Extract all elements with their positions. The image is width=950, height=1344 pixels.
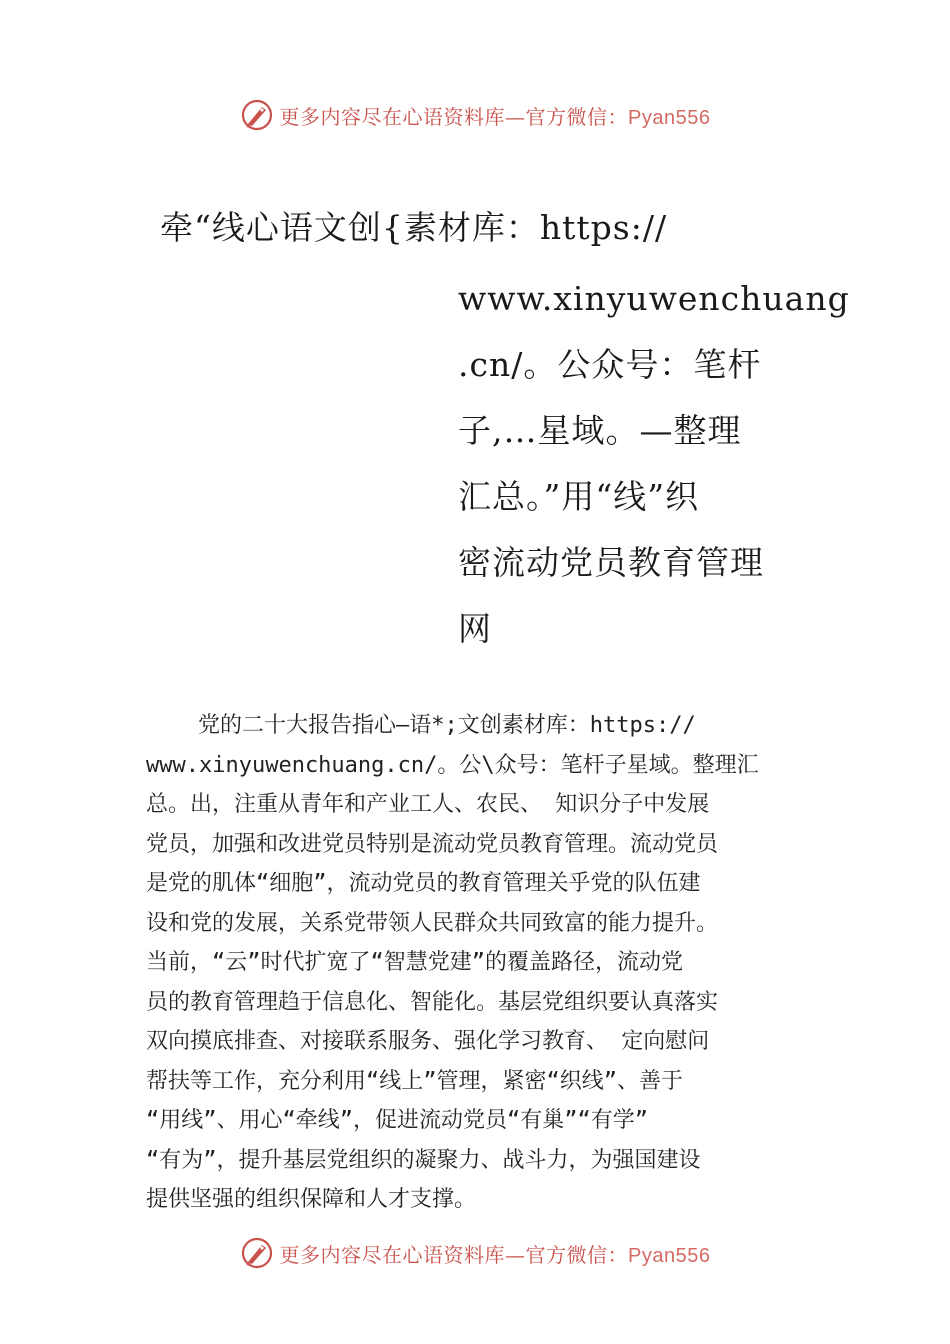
title-line: 网 — [458, 609, 492, 648]
footer-watermark — [0, 1233, 950, 1273]
title-line: .cn/。公众号：笔杆 — [458, 345, 762, 384]
header-watermark — [0, 95, 950, 135]
body-line: 员的教育管理趋于信息化、智能化。基层党组织要认真落实 — [146, 989, 719, 1015]
pen-nib-logo-icon — [240, 98, 274, 132]
title-line: www.xinyuwenchuang — [458, 279, 850, 318]
document-title-line-1: 牵“线心语文创{素材库：https:// — [160, 208, 668, 247]
watermark-site-text: 更多内容尽在心语资料库 — [279, 1242, 506, 1267]
body-line: 提供坚强的组织保障和人才支撑。 — [146, 1187, 477, 1212]
title-line: 密流动党员教育管理 — [458, 543, 764, 582]
watermark-wechat-label: 官方微信： — [525, 1242, 629, 1267]
body-line: 总。出，注重从青年和产业工人、农民、 知识分子中发展 — [146, 792, 710, 817]
body-line: 党员，加强和改进党员特别是流动党员教育管理。流动党员 — [146, 831, 719, 857]
body-line: 双向摸底排查、对接联系服务、强化学习教育、 定向慰问 — [146, 1029, 710, 1054]
watermark-separator: — — [505, 104, 526, 129]
title-line: 子,…星域。—整理 — [458, 411, 742, 450]
body-line: “用线”、用心“牵线”，促进流动党员“有巢”“有学” — [146, 1108, 648, 1133]
body-paragraph — [146, 706, 811, 1220]
body-line: 当前，“云”时代扩宽了“智慧党建”的覆盖路径，流动党 — [146, 950, 683, 975]
body-line: 是党的肌体“细胞”，流动党员的教育管理关乎党的队伍建 — [146, 871, 701, 896]
body-line: www.xinyuwenchuang.cn/。公\众号：笔杆子星域。整理汇 — [146, 752, 759, 778]
body-line: “有为”，提升基层党组织的凝聚力、战斗力，为强国建设 — [146, 1147, 701, 1173]
watermark-separator: — — [505, 1242, 526, 1267]
body-line: 党的二十大报告指心—语*;文创素材库：https:// — [198, 713, 696, 738]
body-line: 帮扶等工作，充分利用“线上”管理，紧密“织线”、善于 — [146, 1068, 683, 1094]
watermark-wechat-id: Pyan556 — [628, 106, 711, 129]
body-line: 设和党的发展，关系党带领人民群众共同致富的能力提升。 — [146, 910, 719, 936]
document-title — [458, 266, 850, 662]
pen-nib-logo-icon — [240, 1236, 274, 1270]
title-line: 汇总。”用“线”织 — [458, 477, 700, 516]
watermark-wechat-label: 官方微信： — [525, 104, 629, 129]
watermark-wechat-id: Pyan556 — [628, 1244, 711, 1267]
watermark-site-text: 更多内容尽在心语资料库 — [279, 104, 506, 129]
